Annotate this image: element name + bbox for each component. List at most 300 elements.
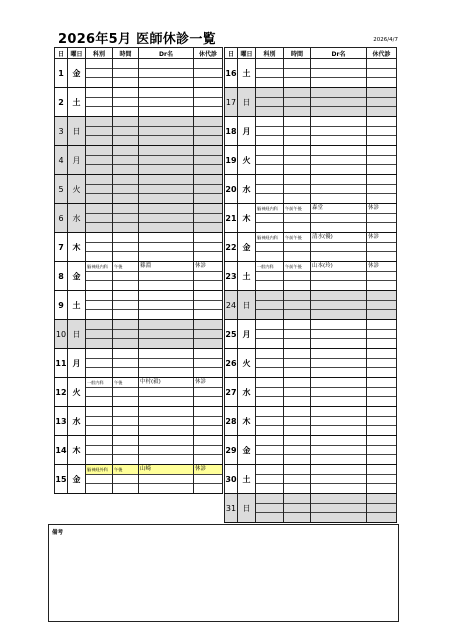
entry-time[interactable] <box>284 475 310 485</box>
entry-dept[interactable] <box>256 446 283 456</box>
cell-time[interactable] <box>113 59 139 88</box>
cell-sub[interactable] <box>194 349 223 378</box>
cell-doctor[interactable] <box>311 175 367 204</box>
entry-sub[interactable] <box>194 98 222 108</box>
entry-dept[interactable] <box>256 407 283 417</box>
cell-dept[interactable] <box>256 494 284 523</box>
entry-doctor[interactable] <box>311 407 366 417</box>
entry-sub[interactable] <box>367 107 396 116</box>
entry-dept[interactable] <box>256 146 283 156</box>
cell-dept[interactable] <box>256 320 284 349</box>
entry-sub[interactable] <box>194 349 222 359</box>
entry-doctor[interactable] <box>139 223 193 232</box>
entry-time[interactable] <box>113 146 138 156</box>
cell-sub[interactable] <box>194 146 223 175</box>
entry-sub[interactable] <box>367 156 396 166</box>
entry-time[interactable] <box>113 136 138 145</box>
cell-doctor[interactable] <box>311 349 367 378</box>
entry-sub[interactable] <box>194 446 222 456</box>
entry-sub[interactable] <box>194 330 222 340</box>
entry-doctor[interactable] <box>311 291 366 301</box>
entry-time[interactable] <box>113 204 138 214</box>
entry-time[interactable] <box>284 98 310 108</box>
cell-dept[interactable] <box>256 233 284 262</box>
entry-sub[interactable] <box>194 233 222 243</box>
entry-dept[interactable] <box>86 349 112 359</box>
entry-dept[interactable] <box>86 310 112 319</box>
entry-time[interactable] <box>284 194 310 203</box>
cell-doctor[interactable] <box>311 59 367 88</box>
entry-time[interactable] <box>284 417 310 427</box>
cell-dept[interactable] <box>256 436 284 465</box>
entry-doctor[interactable] <box>139 397 193 406</box>
entry-dept[interactable] <box>256 98 283 108</box>
entry-doctor[interactable] <box>139 426 193 435</box>
entry-dept[interactable]: 脳神経内科 <box>256 233 283 243</box>
cell-dept[interactable] <box>86 378 113 407</box>
entry-sub[interactable] <box>194 204 222 214</box>
entry-dept[interactable] <box>256 465 283 475</box>
entry-sub[interactable] <box>194 310 222 319</box>
entry-dept[interactable] <box>256 291 283 301</box>
remarks-box[interactable] <box>48 524 399 622</box>
entry-sub[interactable] <box>194 59 222 69</box>
entry-sub[interactable] <box>367 301 396 311</box>
entry-sub[interactable] <box>194 475 222 485</box>
entry-time[interactable] <box>284 78 310 87</box>
entry-time[interactable] <box>113 214 138 224</box>
entry-dept[interactable] <box>256 359 283 369</box>
entry-doctor[interactable] <box>311 243 366 253</box>
entry-sub[interactable] <box>367 214 396 224</box>
entry-time[interactable] <box>284 243 310 253</box>
entry-dept[interactable] <box>256 214 283 224</box>
cell-doctor[interactable] <box>311 88 367 117</box>
entry-sub[interactable]: 休診 <box>194 262 222 272</box>
entry-doctor[interactable] <box>139 233 193 243</box>
cell-time[interactable] <box>284 291 311 320</box>
entry-doctor[interactable] <box>311 397 366 406</box>
entry-sub[interactable] <box>367 484 396 493</box>
entry-time[interactable] <box>284 504 310 514</box>
entry-sub[interactable] <box>194 436 222 446</box>
entry-doctor[interactable] <box>311 107 366 116</box>
entry-time[interactable]: 午後 <box>113 262 138 272</box>
entry-doctor[interactable] <box>311 301 366 311</box>
entry-sub[interactable] <box>194 146 222 156</box>
entry-time[interactable] <box>113 223 138 232</box>
entry-doctor[interactable] <box>311 436 366 446</box>
entry-dept[interactable] <box>256 175 283 185</box>
entry-doctor[interactable] <box>139 407 193 417</box>
entry-dept[interactable] <box>86 339 112 348</box>
entry-doctor[interactable] <box>139 146 193 156</box>
entry-doctor[interactable] <box>139 301 193 311</box>
entry-sub[interactable] <box>194 272 222 282</box>
entry-time[interactable] <box>113 127 138 137</box>
cell-sub[interactable] <box>194 291 223 320</box>
cell-time[interactable] <box>113 436 139 465</box>
cell-doctor[interactable] <box>139 146 194 175</box>
entry-doctor[interactable] <box>311 146 366 156</box>
entry-sub[interactable]: 休診 <box>367 204 396 214</box>
entry-doctor[interactable] <box>139 214 193 224</box>
entry-time[interactable] <box>113 484 138 493</box>
cell-doctor[interactable] <box>139 88 194 117</box>
entry-time[interactable] <box>284 397 310 406</box>
entry-doctor[interactable] <box>311 165 366 174</box>
entry-time[interactable] <box>113 185 138 195</box>
cell-doctor[interactable] <box>311 436 367 465</box>
cell-doctor[interactable] <box>311 320 367 349</box>
entry-sub[interactable] <box>367 359 396 369</box>
cell-doctor[interactable] <box>311 494 367 523</box>
entry-doctor[interactable] <box>139 88 193 98</box>
entry-dept[interactable] <box>256 475 283 485</box>
entry-time[interactable] <box>113 349 138 359</box>
entry-sub[interactable] <box>194 291 222 301</box>
entry-sub[interactable] <box>194 78 222 87</box>
entry-time[interactable] <box>113 310 138 319</box>
entry-dept[interactable] <box>86 233 112 243</box>
cell-dept[interactable] <box>86 320 113 349</box>
cell-time[interactable] <box>284 88 311 117</box>
cell-doctor[interactable] <box>139 436 194 465</box>
entry-dept[interactable] <box>256 426 283 435</box>
entry-dept[interactable] <box>256 165 283 174</box>
entry-dept[interactable] <box>86 330 112 340</box>
entry-doctor[interactable] <box>139 436 193 446</box>
cell-dept[interactable] <box>86 262 113 291</box>
entry-doctor[interactable] <box>139 204 193 214</box>
entry-dept[interactable] <box>86 272 112 282</box>
entry-dept[interactable] <box>86 252 112 261</box>
entry-time[interactable] <box>284 272 310 282</box>
entry-dept[interactable] <box>86 301 112 311</box>
entry-dept[interactable] <box>86 69 112 79</box>
entry-dept[interactable] <box>256 330 283 340</box>
entry-time[interactable] <box>284 320 310 330</box>
entry-dept[interactable] <box>86 436 112 446</box>
entry-dept[interactable] <box>256 78 283 87</box>
cell-sub[interactable] <box>367 291 397 320</box>
entry-time[interactable] <box>113 272 138 282</box>
entry-sub[interactable] <box>367 417 396 427</box>
cell-time[interactable] <box>113 291 139 320</box>
entry-dept[interactable] <box>86 117 112 127</box>
entry-sub[interactable] <box>194 359 222 369</box>
entry-doctor[interactable] <box>139 388 193 398</box>
entry-dept[interactable] <box>86 243 112 253</box>
entry-sub[interactable] <box>367 146 396 156</box>
entry-time[interactable] <box>113 194 138 203</box>
entry-doctor[interactable] <box>311 513 366 522</box>
entry-time[interactable] <box>284 156 310 166</box>
cell-sub[interactable] <box>194 233 223 262</box>
entry-sub[interactable]: 休診 <box>367 233 396 243</box>
entry-sub[interactable] <box>194 185 222 195</box>
entry-sub[interactable] <box>367 59 396 69</box>
entry-time[interactable] <box>113 165 138 174</box>
cell-doctor[interactable] <box>139 204 194 233</box>
entry-dept[interactable] <box>86 88 112 98</box>
entry-time[interactable] <box>113 233 138 243</box>
entry-dept[interactable] <box>256 59 283 69</box>
cell-dept[interactable] <box>86 291 113 320</box>
entry-time[interactable] <box>113 175 138 185</box>
cell-doctor[interactable] <box>311 233 367 262</box>
entry-time[interactable] <box>284 214 310 224</box>
entry-time[interactable] <box>284 59 310 69</box>
entry-dept[interactable] <box>86 368 112 377</box>
cell-time[interactable] <box>113 233 139 262</box>
entry-sub[interactable] <box>367 368 396 377</box>
entry-dept[interactable] <box>256 243 283 253</box>
cell-time[interactable] <box>284 262 311 291</box>
entry-doctor[interactable] <box>139 59 193 69</box>
entry-sub[interactable] <box>367 504 396 514</box>
entry-dept[interactable] <box>256 504 283 514</box>
cell-doctor[interactable] <box>311 204 367 233</box>
cell-time[interactable] <box>284 407 311 436</box>
cell-time[interactable] <box>113 146 139 175</box>
cell-time[interactable] <box>284 59 311 88</box>
cell-doctor[interactable] <box>311 117 367 146</box>
entry-time[interactable] <box>284 281 310 290</box>
entry-doctor[interactable] <box>139 175 193 185</box>
entry-sub[interactable]: 休診 <box>367 262 396 272</box>
cell-sub[interactable] <box>367 262 397 291</box>
entry-sub[interactable] <box>367 98 396 108</box>
entry-doctor[interactable] <box>311 194 366 203</box>
cell-sub[interactable] <box>367 378 397 407</box>
entry-time[interactable] <box>284 407 310 417</box>
cell-sub[interactable] <box>194 407 223 436</box>
entry-sub[interactable] <box>194 136 222 145</box>
entry-time[interactable] <box>113 107 138 116</box>
entry-doctor[interactable] <box>139 484 193 493</box>
entry-sub[interactable] <box>367 339 396 348</box>
entry-dept[interactable] <box>86 426 112 435</box>
entry-doctor[interactable] <box>311 136 366 145</box>
entry-time[interactable] <box>284 446 310 456</box>
entry-sub[interactable] <box>194 281 222 290</box>
entry-doctor[interactable] <box>139 417 193 427</box>
cell-dept[interactable] <box>86 436 113 465</box>
entry-sub[interactable] <box>194 127 222 137</box>
entry-dept[interactable] <box>256 185 283 195</box>
cell-dept[interactable] <box>256 291 284 320</box>
cell-time[interactable] <box>284 320 311 349</box>
cell-sub[interactable] <box>367 465 397 494</box>
entry-dept[interactable] <box>86 281 112 290</box>
entry-dept[interactable] <box>86 204 112 214</box>
entry-time[interactable] <box>284 127 310 137</box>
entry-doctor[interactable] <box>311 349 366 359</box>
entry-doctor[interactable] <box>311 465 366 475</box>
entry-doctor[interactable]: 森堂 <box>311 204 366 214</box>
cell-dept[interactable] <box>256 146 284 175</box>
entry-dept[interactable] <box>86 407 112 417</box>
entry-dept[interactable] <box>256 378 283 388</box>
entry-dept[interactable] <box>86 127 112 137</box>
cell-doctor[interactable] <box>139 59 194 88</box>
cell-doctor[interactable] <box>311 378 367 407</box>
cell-time[interactable] <box>284 378 311 407</box>
entry-time[interactable] <box>113 69 138 79</box>
cell-dept[interactable] <box>86 465 113 494</box>
entry-time[interactable] <box>284 494 310 504</box>
entry-doctor[interactable] <box>139 368 193 377</box>
entry-time[interactable] <box>113 397 138 406</box>
entry-sub[interactable] <box>367 127 396 137</box>
entry-time[interactable] <box>284 436 310 446</box>
entry-sub[interactable] <box>367 69 396 79</box>
entry-doctor[interactable] <box>311 127 366 137</box>
entry-sub[interactable] <box>194 368 222 377</box>
entry-time[interactable] <box>113 243 138 253</box>
cell-dept[interactable] <box>86 146 113 175</box>
entry-doctor[interactable] <box>311 330 366 340</box>
entry-dept[interactable]: 一般内科 <box>86 378 112 388</box>
entry-dept[interactable] <box>256 320 283 330</box>
entry-dept[interactable] <box>86 417 112 427</box>
entry-dept[interactable] <box>86 194 112 203</box>
entry-doctor[interactable] <box>139 349 193 359</box>
entry-sub[interactable] <box>367 436 396 446</box>
entry-sub[interactable] <box>367 281 396 290</box>
entry-time[interactable] <box>284 359 310 369</box>
cell-time[interactable] <box>284 494 311 523</box>
entry-sub[interactable] <box>367 136 396 145</box>
entry-dept[interactable] <box>256 301 283 311</box>
cell-sub[interactable] <box>367 117 397 146</box>
cell-sub[interactable] <box>194 465 223 494</box>
entry-doctor[interactable] <box>139 194 193 203</box>
entry-time[interactable] <box>113 78 138 87</box>
entry-doctor[interactable] <box>139 359 193 369</box>
entry-dept[interactable] <box>256 310 283 319</box>
cell-sub[interactable] <box>194 88 223 117</box>
entry-doctor[interactable] <box>311 378 366 388</box>
entry-sub[interactable] <box>367 310 396 319</box>
entry-dept[interactable] <box>86 320 112 330</box>
entry-sub[interactable] <box>194 388 222 398</box>
cell-time[interactable] <box>284 175 311 204</box>
entry-doctor[interactable]: 清水(優) <box>311 233 366 243</box>
cell-dept[interactable] <box>86 88 113 117</box>
entry-sub[interactable] <box>367 175 396 185</box>
entry-time[interactable]: 午後 <box>113 465 138 475</box>
entry-time[interactable] <box>284 349 310 359</box>
entry-doctor[interactable] <box>311 156 366 166</box>
entry-doctor[interactable]: 篠淵 <box>139 262 193 272</box>
cell-time[interactable] <box>113 262 139 291</box>
entry-doctor[interactable] <box>311 388 366 398</box>
entry-time[interactable] <box>113 156 138 166</box>
entry-sub[interactable] <box>367 88 396 98</box>
cell-time[interactable] <box>284 349 311 378</box>
entry-doctor[interactable] <box>311 484 366 493</box>
cell-dept[interactable] <box>86 175 113 204</box>
entry-doctor[interactable] <box>139 185 193 195</box>
entry-doctor[interactable] <box>311 281 366 290</box>
entry-sub[interactable] <box>194 243 222 253</box>
entry-doctor[interactable] <box>139 310 193 319</box>
cell-sub[interactable] <box>367 407 397 436</box>
entry-dept[interactable] <box>256 484 283 493</box>
entry-doctor[interactable]: 山崎 <box>139 465 193 475</box>
entry-doctor[interactable] <box>311 320 366 330</box>
entry-doctor[interactable] <box>311 117 366 127</box>
entry-time[interactable] <box>284 310 310 319</box>
entry-dept[interactable] <box>86 484 112 493</box>
entry-dept[interactable] <box>86 156 112 166</box>
entry-dept[interactable] <box>86 165 112 174</box>
entry-dept[interactable] <box>256 397 283 406</box>
entry-dept[interactable] <box>256 436 283 446</box>
cell-doctor[interactable] <box>139 117 194 146</box>
cell-doctor[interactable] <box>311 262 367 291</box>
entry-dept[interactable] <box>86 446 112 456</box>
entry-doctor[interactable] <box>139 136 193 145</box>
entry-doctor[interactable] <box>311 59 366 69</box>
entry-sub[interactable] <box>194 88 222 98</box>
entry-time[interactable] <box>113 281 138 290</box>
entry-doctor[interactable] <box>311 504 366 514</box>
entry-doctor[interactable] <box>139 446 193 456</box>
entry-time[interactable] <box>284 455 310 464</box>
cell-time[interactable] <box>284 117 311 146</box>
cell-sub[interactable] <box>367 146 397 175</box>
entry-doctor[interactable] <box>139 127 193 137</box>
cell-sub[interactable] <box>367 204 397 233</box>
entry-doctor[interactable] <box>139 291 193 301</box>
cell-doctor[interactable] <box>139 262 194 291</box>
entry-doctor[interactable] <box>139 165 193 174</box>
entry-time[interactable] <box>284 330 310 340</box>
cell-dept[interactable] <box>86 204 113 233</box>
entry-sub[interactable] <box>367 194 396 203</box>
entry-time[interactable] <box>284 465 310 475</box>
entry-sub[interactable] <box>367 494 396 504</box>
cell-sub[interactable] <box>194 117 223 146</box>
cell-sub[interactable] <box>194 320 223 349</box>
entry-sub[interactable] <box>194 194 222 203</box>
cell-dept[interactable] <box>256 407 284 436</box>
cell-time[interactable] <box>113 117 139 146</box>
entry-time[interactable] <box>284 88 310 98</box>
entry-sub[interactable] <box>194 223 222 232</box>
entry-sub[interactable] <box>194 117 222 127</box>
entry-time[interactable] <box>284 426 310 435</box>
entry-time[interactable] <box>113 339 138 348</box>
entry-dept[interactable] <box>256 107 283 116</box>
cell-doctor[interactable] <box>311 465 367 494</box>
entry-dept[interactable] <box>86 78 112 87</box>
entry-time[interactable] <box>284 69 310 79</box>
entry-time[interactable] <box>284 291 310 301</box>
cell-dept[interactable] <box>256 262 284 291</box>
entry-doctor[interactable] <box>139 69 193 79</box>
entry-dept[interactable] <box>256 417 283 427</box>
cell-doctor[interactable] <box>139 465 194 494</box>
entry-time[interactable] <box>113 320 138 330</box>
entry-sub[interactable] <box>367 407 396 417</box>
entry-time[interactable] <box>284 388 310 398</box>
entry-doctor[interactable] <box>311 368 366 377</box>
cell-sub[interactable] <box>367 88 397 117</box>
